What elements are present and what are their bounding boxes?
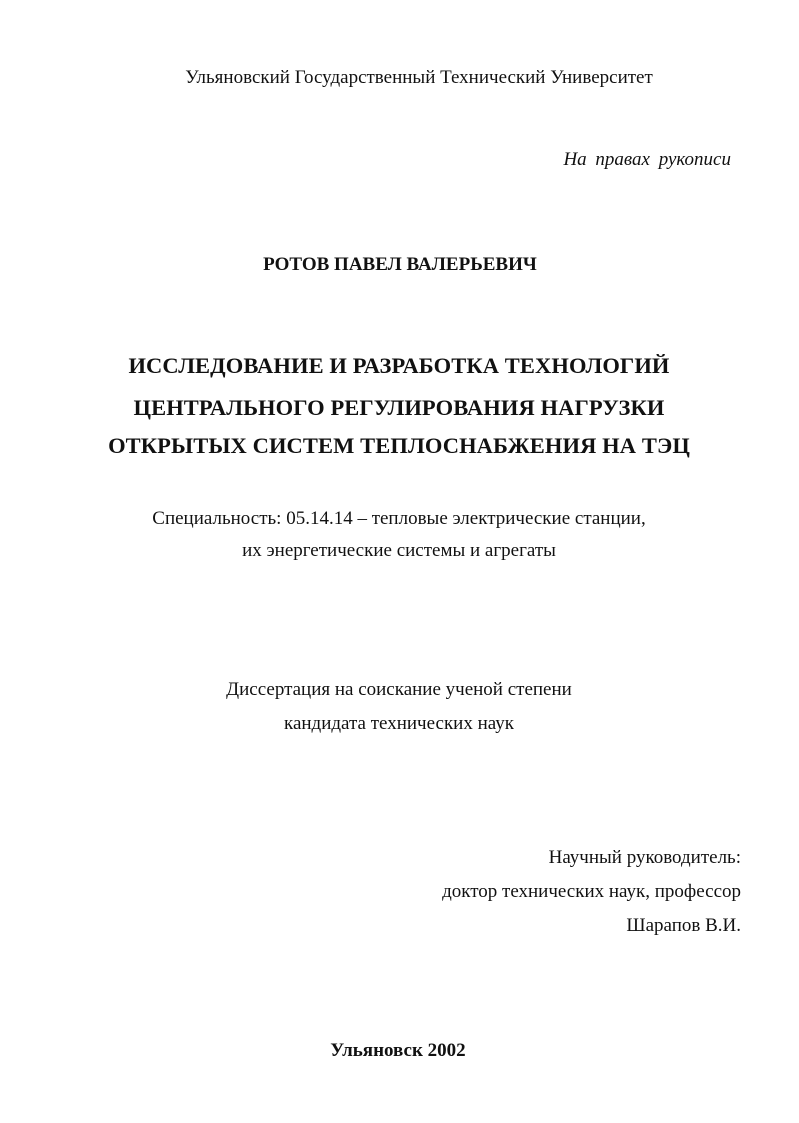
title-line: ОТКРЫТЫХ СИСТЕМ ТЕПЛОСНАБЖЕНИЯ НА ТЭЦ: [108, 433, 690, 458]
specialty-line: их энергетические системы и агрегаты: [242, 540, 556, 561]
university-name: Ульяновский Государственный Технический Университет: [185, 67, 653, 88]
degree-line: Диссертация на соискание ученой степени: [226, 679, 572, 700]
supervisor-label: Научный руководитель:: [548, 847, 741, 868]
supervisor-name: Шарапов В.И.: [626, 915, 741, 936]
author-name: РОТОВ ПАВЕЛ ВАЛЕРЬЕВИЧ: [263, 254, 537, 275]
title-line: ЦЕНТРАЛЬНОГО РЕГУЛИРОВАНИЯ НАГРУЗКИ: [133, 395, 665, 420]
supervisor-degree: доктор технических наук, профессор: [442, 881, 741, 902]
specialty-line: Специальность: 05.14.14 – тепловые электрические станции,: [152, 508, 646, 529]
title-line: ИССЛЕДОВАНИЕ И РАЗРАБОТКА ТЕХНОЛОГИЙ: [128, 353, 670, 378]
city-year: Ульяновск 2002: [330, 1040, 466, 1061]
manuscript-note: На правах рукописи: [563, 149, 731, 170]
degree-line: кандидата технических наук: [284, 713, 514, 734]
